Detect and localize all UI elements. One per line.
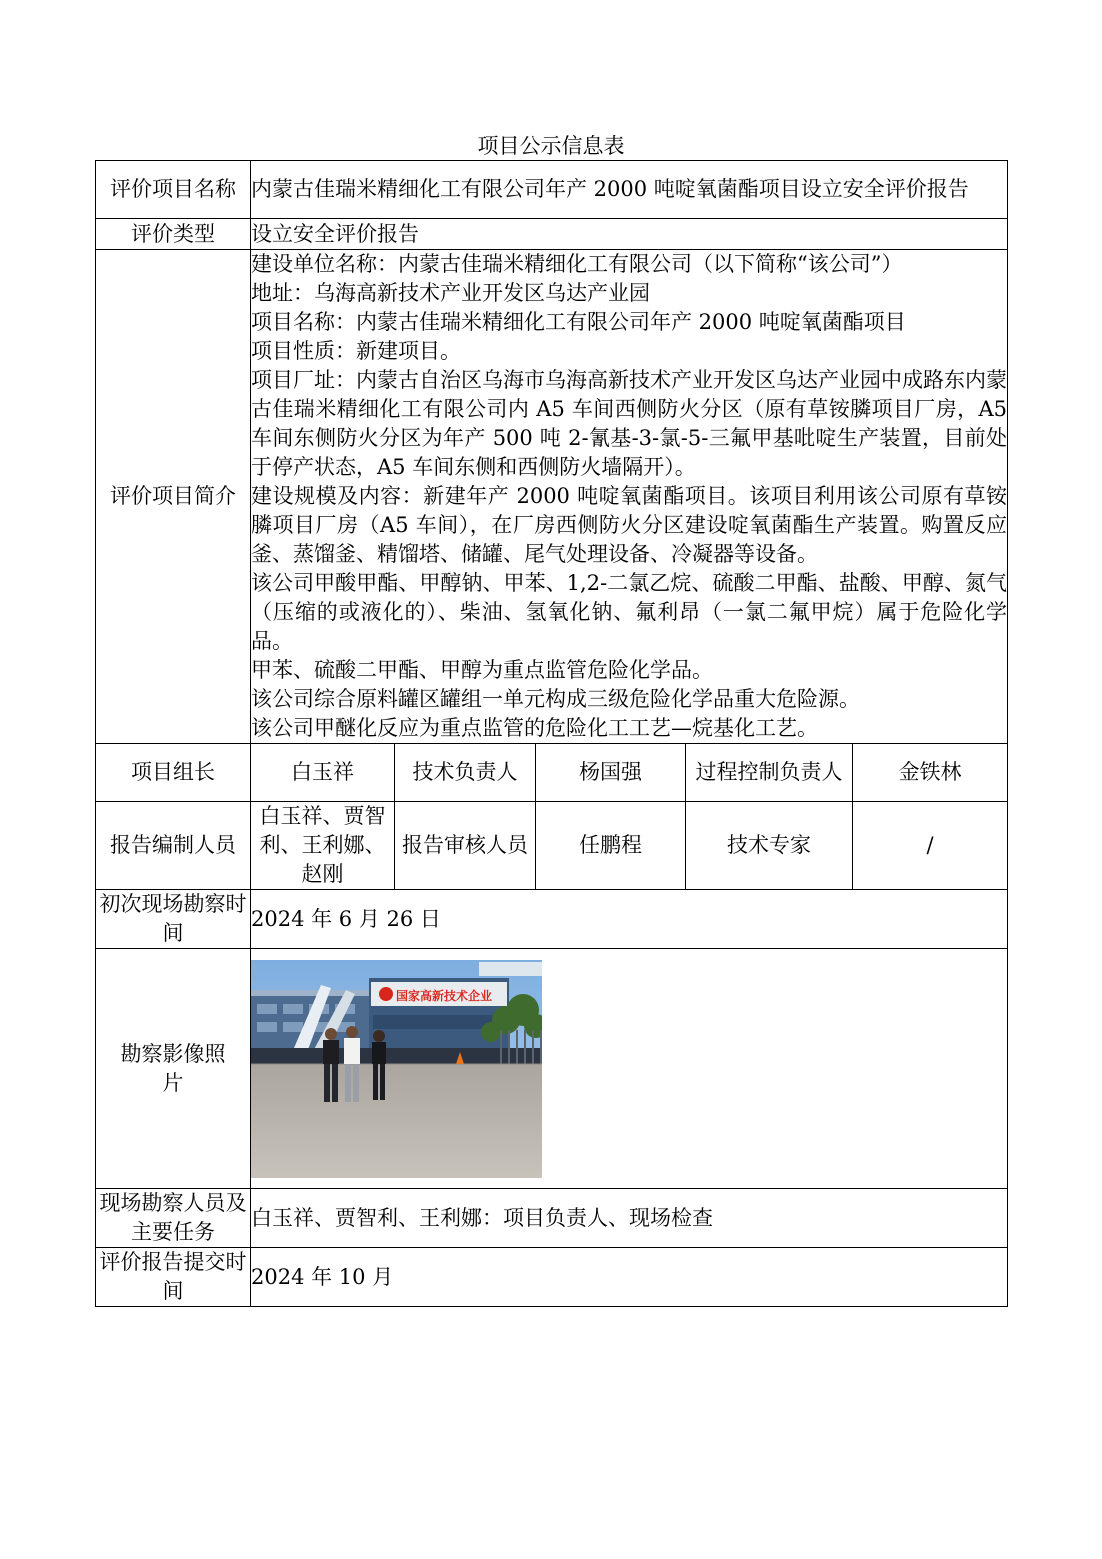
row-leaders xyxy=(96,744,1008,802)
project-name-label: 评价项目名称 xyxy=(96,161,251,219)
survey-date-label: 初次现场勘察时间 xyxy=(96,890,251,949)
leader-label: 项目组长 xyxy=(96,744,251,802)
summary-paragraph: 地址：乌海高新技术产业开发区乌达产业园 xyxy=(251,281,650,305)
row-survey-date xyxy=(96,890,1008,949)
photo-sign-text: 国家高新技术企业 xyxy=(396,988,493,1003)
expert-value: / xyxy=(853,802,1008,890)
summary-paragraph: 该公司甲醚化反应为重点监管的危险化工工艺—烷基化工艺。 xyxy=(251,716,818,740)
summary-paragraph: 项目性质：新建项目。 xyxy=(251,339,461,363)
eval-type-value: 设立安全评价报告 xyxy=(251,219,1008,250)
summary-paragraph: 建设单位名称：内蒙古佳瑞米精细化工有限公司（以下简称“该公司”） xyxy=(251,252,903,276)
photo-label xyxy=(96,949,251,1189)
survey-staff-label: 现场勘察人员及主要任务 xyxy=(96,1189,251,1248)
survey-staff-value: 白玉祥、贾智利、王利娜：项目负责人、现场检查 xyxy=(251,1189,1008,1248)
summary-label: 评价项目简介 xyxy=(96,250,251,744)
info-table xyxy=(95,160,1008,1307)
survey-photo-image xyxy=(251,960,542,1178)
summary-paragraph: 建设规模及内容：新建年产 2000 吨啶氧菌酯项目。该项目利用该公司原有草铵膦项目厂房（A5 车间），在厂房西侧防火分区建设啶氧菌酯生产装置。购置反应釜、蒸馏釜、精馏塔、储罐、尾气处理设备、冷凝器等设备。 xyxy=(251,484,1008,566)
summary-paragraph: 该公司综合原料罐区罐组一单元构成三级危险化学品重大危险源。 xyxy=(251,687,860,711)
summary-value xyxy=(251,250,1008,744)
page-title: 项目公示信息表 xyxy=(477,134,625,158)
process-leader-label: 过程控制负责人 xyxy=(686,744,853,802)
reviewer-label: 报告审核人员 xyxy=(395,802,536,890)
photo-label-text: 勘察影像照片 xyxy=(120,1041,226,1095)
row-summary xyxy=(96,250,1008,744)
authors-value: 白玉祥、贾智利、王利娜、赵刚 xyxy=(251,802,395,890)
submit-date-label: 评价报告提交时间 xyxy=(96,1248,251,1307)
summary-paragraph: 项目厂址：内蒙古自治区乌海市乌海高新技术产业开发区乌达产业园中成路东内蒙古佳瑞米精细化工有限公司内 A5 车间西侧防火分区（原有草铵膦项目厂房，A5 车间东侧防火分区为年产 500 吨 2-氰基-3-氯-5-三氟甲基吡啶生产装置，目前处于停产状态，A5 车间东侧和西侧防火墙隔开）。 xyxy=(251,368,1008,479)
tech-leader-label: 技术负责人 xyxy=(395,744,536,802)
survey-photo xyxy=(251,960,542,1178)
tech-leader-value: 杨国强 xyxy=(536,744,686,802)
row-project-name xyxy=(96,161,1008,219)
row-authors xyxy=(96,802,1008,890)
project-name-value: 内蒙古佳瑞米精细化工有限公司年产 2000 吨啶氧菌酯项目设立安全评价报告 xyxy=(251,161,1008,219)
row-photo xyxy=(96,949,1008,1189)
process-leader-value: 金铁林 xyxy=(853,744,1008,802)
row-survey-staff xyxy=(96,1189,1008,1248)
row-submit-date xyxy=(96,1248,1008,1307)
leader-value: 白玉祥 xyxy=(251,744,395,802)
summary-paragraph: 项目名称：内蒙古佳瑞米精细化工有限公司年产 2000 吨啶氧菌酯项目 xyxy=(251,310,906,334)
row-eval-type xyxy=(96,219,1008,250)
photo-cell xyxy=(251,949,1008,1189)
eval-type-label: 评价类型 xyxy=(96,219,251,250)
reviewer-value: 任鹏程 xyxy=(536,802,686,890)
submit-date-value: 2024 年 10 月 xyxy=(251,1248,1008,1307)
survey-date-value: 2024 年 6 月 26 日 xyxy=(251,890,1008,949)
summary-paragraph: 该公司甲酸甲酯、甲醇钠、甲苯、1,2-二氯乙烷、硫酸二甲酯、盐酸、甲醇、氮气（压缩的或液化的）、柴油、氢氧化钠、氟利昂（一氯二氟甲烷）属于危险化学品。 xyxy=(251,571,1008,653)
authors-label: 报告编制人员 xyxy=(96,802,251,890)
summary-paragraph: 甲苯、硫酸二甲酯、甲醇为重点监管危险化学品。 xyxy=(251,658,713,682)
expert-label: 技术专家 xyxy=(686,802,853,890)
